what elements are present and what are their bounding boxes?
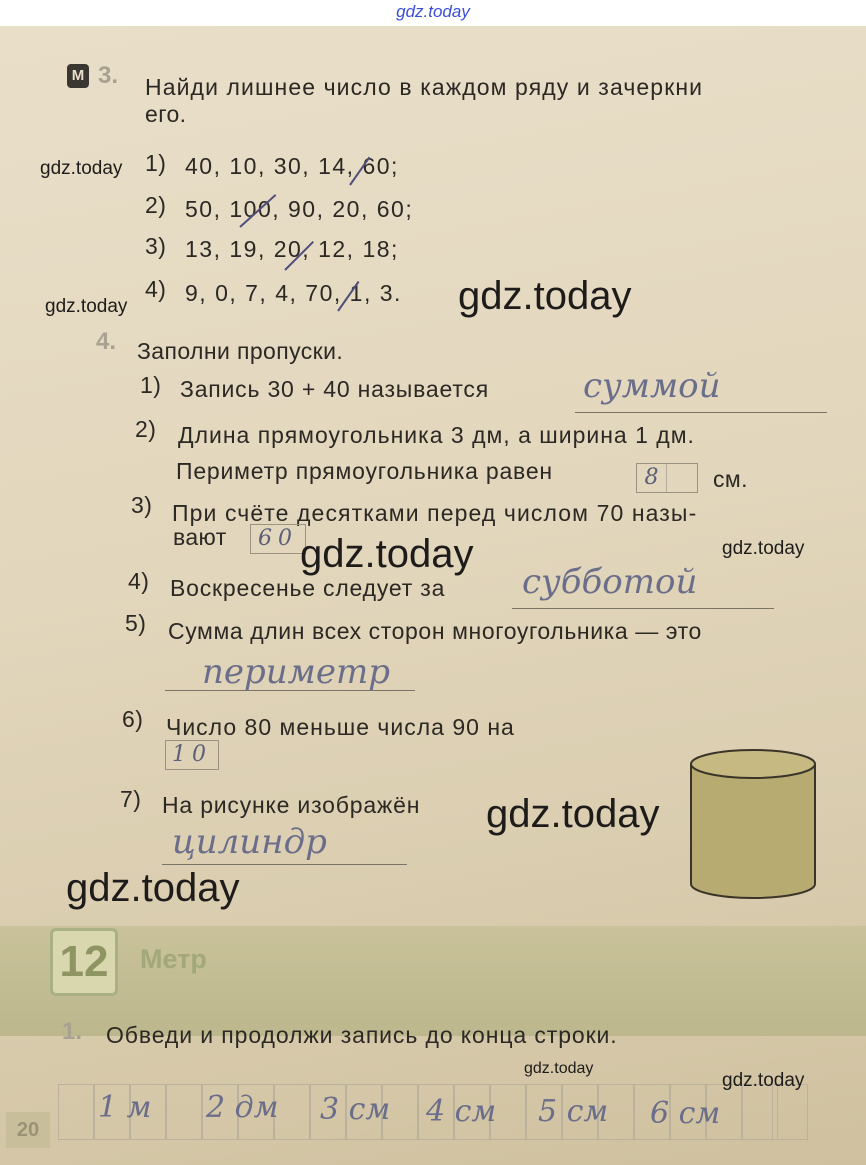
task4-item2-text-a: Длина прямоугольника 3 дм, а ширина 1 дм. <box>178 422 695 448</box>
page-number: 20 <box>6 1112 50 1148</box>
task4-item3-text-a: При счёте десятками перед числом 70 назы- <box>172 500 698 526</box>
watermark: gdz.today <box>722 1070 805 1091</box>
task4-title: Заполни пропуски. <box>137 338 344 364</box>
task3-row-2-label: 2) <box>145 192 167 218</box>
task4-item7-text: На рисунке изображён <box>162 792 421 818</box>
answer-line <box>162 864 407 865</box>
task4-item6-label: 6) <box>122 706 144 732</box>
task4-item3-answer-box <box>250 524 306 554</box>
watermark: gdz.today <box>40 158 123 179</box>
answer-line <box>165 690 415 691</box>
task4-item2-label: 2) <box>135 416 157 442</box>
task3-row-1-label: 1) <box>145 150 167 176</box>
task4-item7-label: 7) <box>120 786 142 812</box>
watermark: gdz.today <box>300 532 474 576</box>
grid-cell <box>772 1084 808 1140</box>
task1-hw-2: 2 дм <box>206 1090 279 1125</box>
watermark: gdz.today <box>45 296 128 317</box>
workbook-page <box>0 26 866 1165</box>
task3-row-4: 9, 0, 7, 4, 70, 1, 3. <box>185 280 402 306</box>
task1-hw-4: 4 см <box>426 1094 497 1129</box>
task4-item5-answer: периметр <box>202 652 390 692</box>
task4-item2-unit: см. <box>713 466 748 492</box>
lesson-number: 12 <box>50 928 118 996</box>
task4-item6-answer-box <box>165 740 219 770</box>
task4-item7-answer: цилиндр <box>172 822 327 862</box>
task4-item3-label: 3) <box>131 492 153 518</box>
watermark: gdz.today <box>486 792 660 836</box>
writing-grid <box>58 1084 808 1140</box>
task1-hw-3: 3 см <box>320 1092 391 1127</box>
cylinder-illustration <box>688 744 818 904</box>
task4-item4-text: Воскресенье следует за <box>170 575 446 601</box>
task1-hw-1: 1 м <box>98 1090 152 1125</box>
task1-number: 1. <box>62 1018 83 1045</box>
watermark: gdz.today <box>722 538 805 559</box>
task4-item3-text-b: вают <box>173 524 227 550</box>
task4-item1-answer: суммой <box>583 366 721 406</box>
task3-row-4-label: 4) <box>145 276 167 302</box>
task4-item2-answer: 8 <box>637 464 667 492</box>
watermark: gdz.today <box>458 274 632 318</box>
task4-number: 4. <box>96 328 117 355</box>
task4-item1-text: Запись 30 + 40 называется <box>180 376 489 402</box>
task3-row-1: 40, 10, 30, 14, 60; <box>185 153 399 179</box>
grid-cell <box>58 1084 94 1140</box>
task4-item2-text-b: Периметр прямоугольника равен <box>176 458 553 484</box>
task3-row-2: 50, 100, 90, 20, 60; <box>185 196 414 222</box>
m-badge-icon: М <box>67 64 89 88</box>
task1-text: Обведи и продолжи запись до конца строки. <box>106 1022 618 1048</box>
task3-title-line1: Найди лишнее число в каждом ряду и зачеркни <box>145 74 704 100</box>
task4-item6-text: Число 80 меньше числа 90 на <box>166 714 515 740</box>
task4-item4-label: 4) <box>128 568 150 594</box>
top-watermark: gdz.today <box>396 2 470 21</box>
task4-item4-answer: субботой <box>522 562 698 602</box>
answer-line <box>575 412 827 413</box>
task3-row-3-label: 3) <box>145 233 167 259</box>
task4-item5-label: 5) <box>125 610 147 636</box>
watermark: gdz.today <box>66 866 240 910</box>
task4-item1-label: 1) <box>140 372 162 398</box>
task3-title-line2: его. <box>145 101 187 127</box>
task4-item5-text: Сумма длин всех сторон многоугольника — это <box>168 618 702 644</box>
lesson-header-band <box>0 926 866 1036</box>
task1-hw-5: 5 см <box>538 1094 609 1129</box>
grid-cell <box>166 1084 202 1140</box>
lesson-title: Метр <box>140 944 207 974</box>
task3-row-3: 13, 19, 20, 12, 18; <box>185 236 399 262</box>
task4-item6-answer: 10 <box>172 742 212 767</box>
grid-cell <box>274 1084 310 1140</box>
answer-line <box>512 608 774 609</box>
task4-item2-answer-box <box>636 463 698 493</box>
task1-hw-6: 6 см <box>650 1096 721 1131</box>
task4-item3-answer: 60 <box>258 526 298 551</box>
watermark: gdz.today <box>524 1060 594 1077</box>
task3-number: 3. <box>98 62 119 89</box>
